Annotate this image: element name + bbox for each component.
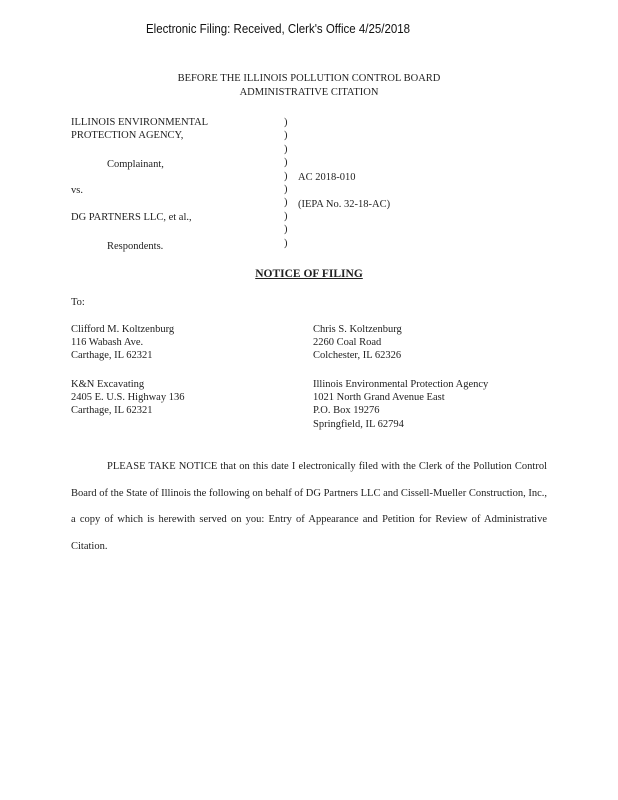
paren: ): [284, 157, 288, 169]
caption-parens: [284, 116, 288, 250]
electronic-filing-stamp: Electronic Filing: Received, Clerk's Office 4/25/2018: [146, 22, 411, 36]
notice-body-paragraph: PLEASE TAKE NOTICE that on this date I electronically filed with the Clerk of the Pollution Control Board of the State of Illinois the following on behalf of DG Partners LLC and Cissell-Mueller Construction, Inc., a copy of which is herewith served on you: Entry of Appearance and Petition for Review of Administrative Citation.: [71, 461, 547, 552]
respondent-name: DG PARTNERS LLC, et al.,: [71, 212, 192, 223]
address-line: Springfield, IL 62794: [313, 418, 404, 430]
address-block-koltzenburg-chris: [313, 323, 402, 363]
paren: ): [284, 184, 288, 196]
paren: ): [284, 210, 288, 222]
address-block-iepa: [313, 378, 488, 431]
paren: ): [284, 197, 288, 209]
address-block-koltzenburg-clifford: [71, 323, 174, 363]
paren: ): [284, 224, 288, 236]
address-line: Clifford M. Koltzenburg: [71, 324, 175, 335]
address-line: 116 Wabash Ave.: [71, 337, 144, 349]
address-line: Illinois Environmental Protection Agency: [313, 379, 489, 390]
address-line: 2260 Coal Road: [313, 337, 382, 349]
case-number: AC 2018-010: [298, 172, 356, 183]
paren: ): [284, 130, 288, 142]
notice-title: NOTICE OF FILING: [255, 268, 363, 280]
address-line: Chris S. Koltzenburg: [313, 324, 402, 335]
address-line: 2405 E. U.S. Highway 136: [71, 392, 185, 404]
complainant-name-line2: PROTECTION AGENCY,: [71, 130, 184, 141]
versus-label: vs.: [71, 185, 83, 196]
paren: ): [284, 237, 288, 249]
board-title: BEFORE THE ILLINOIS POLLUTION CONTROL BOARD: [177, 73, 441, 84]
paren: ): [284, 170, 288, 182]
iepa-number: (IEPA No. 32-18-AC): [298, 199, 391, 210]
to-label: To:: [71, 297, 85, 308]
respondent-role: Respondents.: [107, 241, 164, 252]
address-line: Colchester, IL 62326: [313, 350, 402, 362]
paren: ): [284, 117, 288, 128]
address-line: Carthage, IL 62321: [71, 350, 153, 362]
complainant-name-line1: ILLINOIS ENVIRONMENTAL: [71, 117, 209, 128]
address-line: P.O. Box 19276: [313, 405, 380, 417]
paren: ): [284, 143, 288, 155]
address-line: Carthage, IL 62321: [71, 405, 153, 417]
complainant-role: Complainant,: [107, 159, 164, 170]
address-line: K&N Excavating: [71, 379, 145, 390]
citation-type: ADMINISTRATIVE CITATION: [239, 87, 379, 98]
address-block-kn-excavating: [71, 378, 184, 418]
address-line: 1021 North Grand Avenue East: [313, 392, 445, 404]
